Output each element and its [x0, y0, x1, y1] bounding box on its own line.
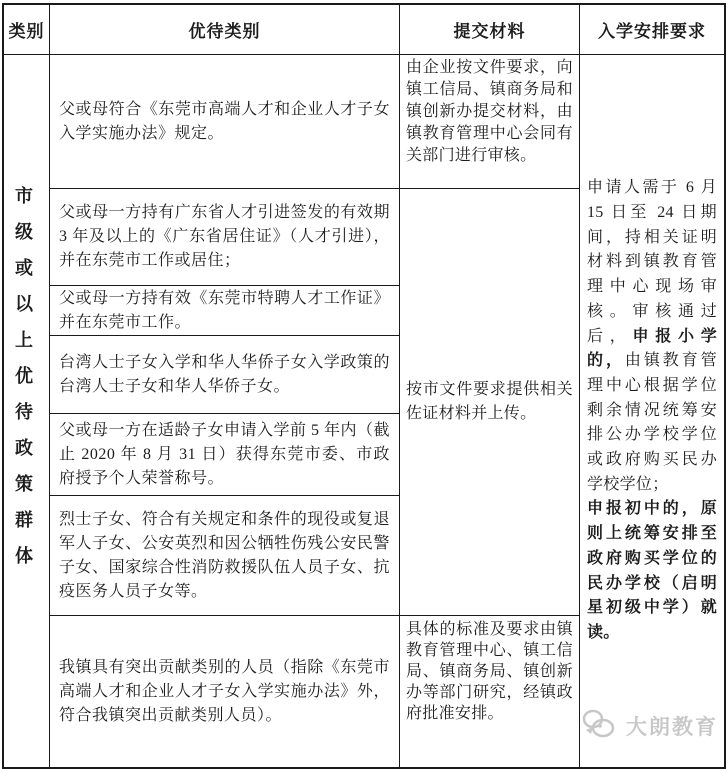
- materials-cell-city: [400, 189, 580, 616]
- policy-table: [2, 3, 726, 769]
- arrangement-cell: [580, 55, 724, 767]
- header-cell-preferential-type: 优待类别: [50, 5, 400, 55]
- arrangement-primary-bold: 申报小学的，: [587, 327, 717, 370]
- table-row-preferential-6: [50, 496, 400, 616]
- watermark-logo-icon: [582, 708, 620, 743]
- preferential-text: 台湾人士子女入学和华人华侨子女入学政策的台湾人士子女和华人华侨子女。: [59, 353, 390, 395]
- table-row-preferential-3: [50, 286, 400, 336]
- header-cell-arrangement: 入学安排要求: [580, 5, 724, 55]
- watermark-text: 大朗教育: [626, 714, 718, 739]
- preferential-text: 父或母一方持有效《东莞市特聘人才工作证》并在东莞市工作。: [59, 289, 390, 331]
- arrangement-primary-rest: 由镇教育管理中心根据学位剩余情况统筹安排公办学校学位或政府购买民办学校学位；: [587, 352, 717, 493]
- table-row-preferential-4: [50, 336, 400, 414]
- materials-cell-enterprise: 由企业按文件要求，向镇工信局、镇商务局和镇创新办提交材料，由镇教育管理中心会同有关部门进行审核。: [400, 55, 580, 189]
- category-label: 市级或以上优待政策群体: [15, 186, 38, 566]
- header-cell-materials: 提交材料: [400, 5, 580, 55]
- preferential-text: 我镇具有突出贡献类别的人员（指除《东莞市高端人才和企业人才子女入学实施办法》外，符合我镇突出贡献类别人员）。: [59, 658, 390, 724]
- header-cell-category: 类别: [4, 5, 50, 55]
- table-row-preferential-2: [50, 189, 400, 286]
- watermark: [582, 708, 718, 743]
- table-row-preferential-7: [50, 616, 400, 767]
- table-row-preferential-5: [50, 414, 400, 496]
- arrangement-paragraph-2: 申报初中的，原则上统筹安排至政府购买学位的民办学校（启明星初级中学）就读。: [587, 500, 717, 641]
- preferential-text: 烈士子女、符合有关规定和条件的现役或复退军人子女、公安英烈和因公牺牲伤残公安民警子女、国家综合性消防救援队伍人员子女、抗疫医务人员子女等。: [59, 510, 390, 600]
- materials-cell-town: 具体的标准及要求由镇教育管理中心、镇工信局、镇商务局、镇创新办等部门研究，经镇政府批准安排。: [400, 616, 580, 767]
- table-row-preferential-1: [50, 55, 400, 189]
- preferential-text: 父或母一方在适龄子女申请入学前 5 年内（截止 2020 年 8 月 31 日）获得东莞市委、市政府授予个人荣誉称号。: [59, 421, 391, 487]
- materials-text: 按市文件要求提供相关佐证材料并上传。: [406, 381, 573, 422]
- category-cell: [4, 55, 50, 767]
- arrangement-paragraph-1: [587, 176, 717, 497]
- preferential-text: 父或母符合《东莞市高端人才和企业人才子女入学实施办法》规定。: [59, 100, 390, 142]
- preferential-text: 父或母一方持有广东省人才引进签发的有效期 3 年及以上的《广东省居住证》（人才引进），并在东莞市工作或居住；: [59, 204, 390, 269]
- arrangement-intro: 申请人需于 6 月15 日至 24 日期间，持相关证明材料到镇教育管理中心现场审核。审核通过后，: [587, 179, 717, 345]
